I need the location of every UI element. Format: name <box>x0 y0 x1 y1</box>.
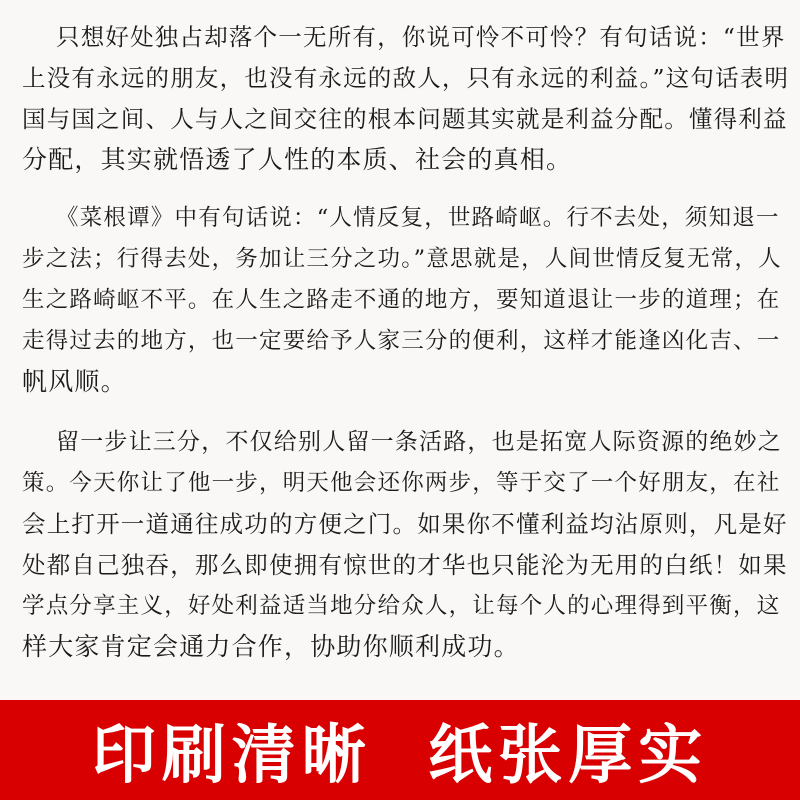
text-line: 样大家肯定会通力合作，协助你顺利成功。 <box>22 632 520 661</box>
text-line: 策。今天你让了他一步，明天他会还你两步，等于交了一个好朋友，在社 <box>22 470 781 496</box>
promo-banner <box>0 700 800 800</box>
text-line: 步之法；行得去处，务加让三分之功。”意思就是，人间世情反复无常，人 <box>22 246 782 272</box>
text-line: 帆风顺。 <box>22 367 127 396</box>
text-line: 留一步让三分，不仅给别人留一条活路，也是拓宽人际资源的绝妙之 <box>56 429 782 455</box>
text-line: 分配，其实就悟透了人性的本质、社会的真相。 <box>22 145 573 174</box>
text-line: 只想好处独占却落个一无所有，你说可怜不可怜？有句话说：“世界 <box>56 23 786 51</box>
text-line: 学点分享主义，好处利益适当地分给众人，让每个人的心理得到平衡，这 <box>22 593 781 619</box>
promo-banner-text: 印刷清晰 纸张厚实 <box>91 719 709 793</box>
text-line: 《菜根谭》中有句话说：“人情反复，世路崎岖。行不去处，须知退一 <box>56 205 780 231</box>
text-line: 会上打开一道通往成功的方便之门。如果你不懂利益均沾原则，凡是好 <box>22 510 788 538</box>
text-line: 处都自己独吞，那么即使拥有惊世的才华也只能沦为无用的白纸！如果 <box>22 551 788 579</box>
text-line: 上没有永远的朋友，也没有永远的敌人，只有永远的利益。”这句话表明 <box>22 64 790 92</box>
text-line: 走得过去的地方，也一定要给予人家三分的便利，这样才能逢凶化吉、一 <box>22 328 781 354</box>
text-line: 生之路崎岖不平。在人生之路走不通的地方，要知道退让一步的道理；在 <box>22 287 781 313</box>
text-line: 国与国之间、人与人之间交往的根本问题其实就是利益分配。懂得利益 <box>22 105 788 133</box>
